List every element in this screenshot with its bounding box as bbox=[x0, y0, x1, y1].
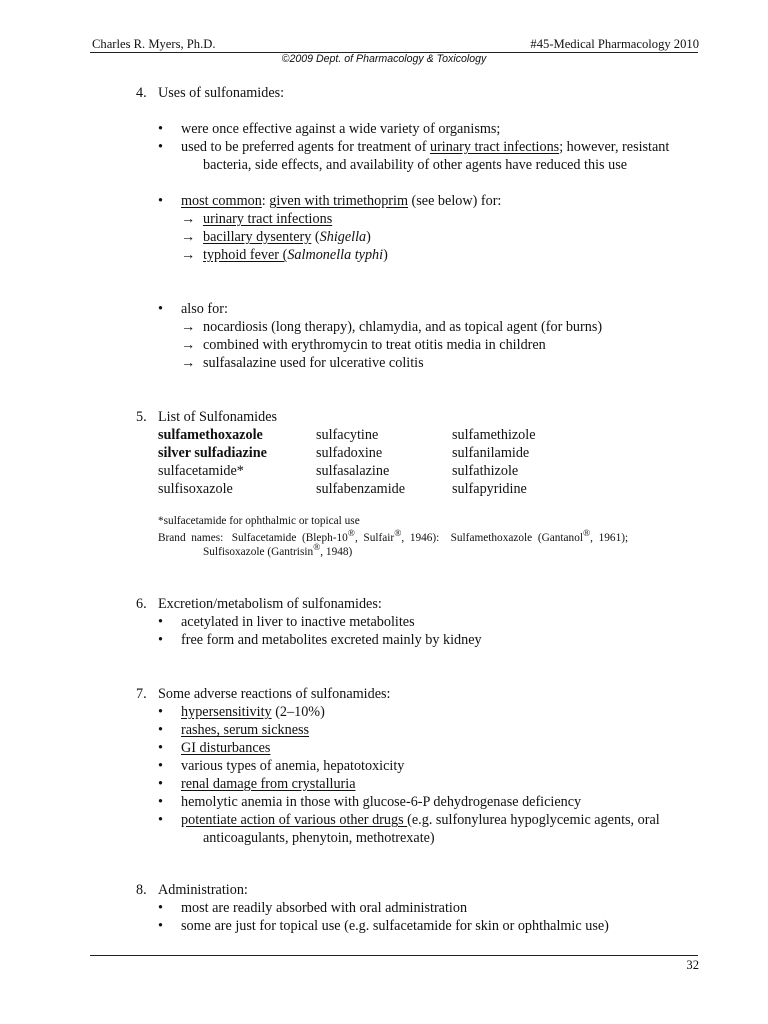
drug-name: sulfisoxazole bbox=[158, 481, 233, 497]
arrow-icon: → bbox=[181, 355, 196, 371]
bullet-glyph: • bbox=[158, 722, 163, 738]
drug-name: sulfapyridine bbox=[452, 481, 527, 497]
list-item: were once effective against a wide variety of organisms; bbox=[181, 121, 501, 137]
list-item: potentiate action of various other drugs (e.g. sulfonylurea hypoglycemic agents, oral bbox=[181, 812, 660, 828]
section-title: Some adverse reactions of sulfonamides: bbox=[158, 686, 391, 702]
sub-item: combined with erythromycin to treat otitis media in children bbox=[203, 337, 546, 353]
list-item: most are readily absorbed with oral administration bbox=[181, 900, 468, 916]
bullet-glyph: • bbox=[158, 900, 163, 916]
section-title: Uses of sulfonamides: bbox=[158, 85, 285, 101]
drug-name: sulfabenzamide bbox=[316, 481, 406, 497]
footnote: *sulfacetamide for ophthalmic or topical use bbox=[158, 515, 360, 527]
footer-rule bbox=[90, 955, 698, 956]
bullet-glyph: • bbox=[158, 704, 163, 720]
drug-name: sulfadoxine bbox=[316, 445, 383, 461]
section-title: List of Sulfonamides bbox=[158, 409, 278, 425]
list-item-continuation: anticoagulants, phenytoin, methotrexate) bbox=[203, 830, 435, 846]
arrow-icon: → bbox=[181, 337, 196, 353]
bullet-glyph: • bbox=[158, 794, 163, 810]
drug-name: sulfacytine bbox=[316, 427, 379, 443]
section-title: Administration: bbox=[158, 882, 248, 898]
section-number: 6. bbox=[136, 596, 147, 612]
bullet-glyph: • bbox=[158, 139, 163, 155]
drug-name: sulfamethizole bbox=[452, 427, 536, 443]
list-item: used to be preferred agents for treatment of urinary tract infections; however, resistant bbox=[181, 139, 670, 155]
list-item: some are just for topical use (e.g. sulfacetamide for skin or ophthalmic use) bbox=[181, 918, 609, 934]
bullet-glyph: • bbox=[158, 614, 163, 630]
drug-name: sulfacetamide* bbox=[158, 463, 244, 479]
list-item: various types of anemia, hepatotoxicity bbox=[181, 758, 405, 774]
bullet-glyph: • bbox=[158, 812, 163, 828]
arrow-icon: → bbox=[181, 319, 196, 335]
section-number: 8. bbox=[136, 882, 147, 898]
list-item-continuation: bacteria, side effects, and availability of other agents have reduced this use bbox=[203, 157, 628, 173]
drug-name: sulfathizole bbox=[452, 463, 519, 479]
header-author: Charles R. Myers, Ph.D. bbox=[92, 37, 216, 51]
brand-names: Brand names: Sulfacetamide (Bleph-10®, Sulfair®, 1946): Sulfamethoxazole (Gantanol®, 1961); bbox=[158, 529, 629, 544]
page-number: 32 bbox=[686, 958, 699, 972]
arrow-icon: → bbox=[181, 229, 196, 245]
bullet-glyph: • bbox=[158, 193, 163, 209]
section-number: 4. bbox=[136, 85, 147, 101]
sub-item: sulfasalazine used for ulcerative colitis bbox=[203, 355, 424, 371]
sub-item: urinary tract infections bbox=[203, 211, 333, 227]
drug-name: sulfamethoxazole bbox=[158, 427, 263, 443]
list-item: rashes, serum sickness bbox=[181, 722, 310, 738]
bullet-glyph: • bbox=[158, 121, 163, 137]
drug-name: silver sulfadiazine bbox=[158, 445, 267, 461]
section-number: 7. bbox=[136, 686, 147, 702]
list-item: renal damage from crystalluria bbox=[181, 776, 356, 792]
list-item: hypersensitivity (2–10%) bbox=[181, 704, 325, 720]
list-item: GI disturbances bbox=[181, 740, 271, 756]
brand-names-continuation: Sulfisoxazole (Gantrisin®, 1948) bbox=[203, 543, 353, 558]
arrow-icon: → bbox=[181, 211, 196, 227]
bullet-glyph: • bbox=[158, 740, 163, 756]
header-course: #45-Medical Pharmacology 2010 bbox=[530, 37, 699, 51]
bullet-glyph: • bbox=[158, 758, 163, 774]
list-item: most common: given with trimethoprim (see below) for: bbox=[181, 193, 502, 209]
drug-name: sulfasalazine bbox=[316, 463, 390, 479]
bullet-glyph: • bbox=[158, 632, 163, 648]
list-item: free form and metabolites excreted mainly by kidney bbox=[181, 632, 482, 648]
drug-name: sulfanilamide bbox=[452, 445, 530, 461]
list-item: acetylated in liver to inactive metabolites bbox=[181, 614, 415, 630]
section-number: 5. bbox=[136, 409, 147, 425]
bullet-glyph: • bbox=[158, 776, 163, 792]
arrow-icon: → bbox=[181, 247, 196, 263]
sub-item: nocardiosis (long therapy), chlamydia, and as topical agent (for burns) bbox=[203, 319, 603, 335]
sub-item: bacillary dysentery (Shigella) bbox=[203, 229, 371, 245]
sub-item: typhoid fever (Salmonella typhi) bbox=[203, 247, 388, 263]
bullet-glyph: • bbox=[158, 301, 163, 317]
header-copyright: ©2009 Dept. of Pharmacology & Toxicology bbox=[281, 53, 487, 65]
list-item: hemolytic anemia in those with glucose-6-P dehydrogenase deficiency bbox=[181, 794, 582, 810]
bullet-glyph: • bbox=[158, 918, 163, 934]
section-title: Excretion/metabolism of sulfonamides: bbox=[158, 596, 382, 612]
list-item: also for: bbox=[181, 301, 228, 317]
